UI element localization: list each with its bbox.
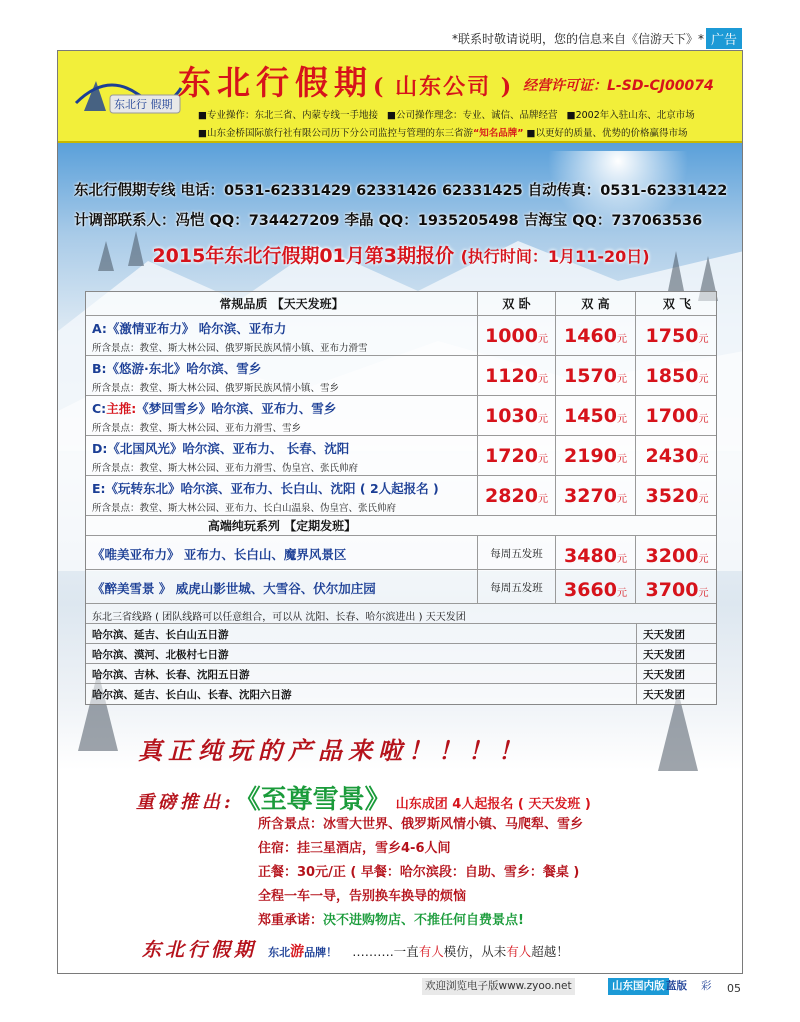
company-header bbox=[58, 51, 743, 143]
promo-promise bbox=[258, 909, 524, 928]
lines-intro-row bbox=[86, 604, 716, 624]
svg-text:东北行 假期: 东北行 假期 bbox=[114, 98, 173, 111]
lines-intro: 东北三省线路 ( 团队线路可以任意组合，可以从 沈阳、长春、哈尔滨进出 ) 天天发团 bbox=[92, 612, 466, 623]
package-name: D:《北国风光》哈尔滨、亚布力、 长春、沈阳 bbox=[92, 441, 350, 456]
promo-launch bbox=[136, 779, 591, 816]
footer-brand-tag: 东北游品牌！ bbox=[268, 944, 338, 960]
table-row bbox=[86, 436, 716, 476]
price-highspeed: 3270元 bbox=[564, 485, 627, 507]
line-name: 哈尔滨、漠河、北极村七日游 bbox=[92, 649, 229, 661]
table-header bbox=[86, 292, 716, 316]
header-line-2-suffix: ■以更好的质量、优势的价格赢得市场 bbox=[526, 128, 688, 139]
high-end-schedule: 每周五发班 bbox=[490, 548, 543, 560]
brand-subtitle: ( 山东公司 ) bbox=[373, 74, 514, 100]
table-row bbox=[86, 356, 716, 396]
ad-frame bbox=[57, 50, 743, 974]
header-sleeper: 双 卧 bbox=[478, 292, 556, 315]
price-sleeper: 2820元 bbox=[485, 485, 548, 507]
header-line-1 bbox=[198, 107, 695, 121]
table-row bbox=[86, 396, 716, 436]
edition-badge: 山东国内版 bbox=[608, 978, 669, 995]
promise-value: 决不进购物店、不推任何自费景点! bbox=[323, 913, 524, 928]
package-name: E:《玩转东北》哈尔滨、亚布力、长白山、沈阳 ( 2人起报名 ) bbox=[92, 481, 439, 496]
high-end-name: 《唯美亚布力》 亚布力、长白山、魔界风景区 bbox=[92, 547, 347, 562]
header-highspeed: 双 高 bbox=[556, 292, 636, 315]
price-flight: 3520元 bbox=[645, 485, 709, 507]
high-end-schedule: 每周五发班 bbox=[490, 582, 543, 594]
package-name: A:《激情亚布力》 哈尔滨、亚布力 bbox=[92, 321, 287, 336]
promo-spots: 所含景点：冰雪大世界、俄罗斯风情小镇、马爬犁、雪乡 bbox=[258, 817, 584, 832]
header-flight: 双 飞 bbox=[662, 297, 692, 311]
featured-label: 主推: bbox=[106, 401, 137, 416]
line-name: 哈尔滨、吉林、长春、沈阳五日游 bbox=[92, 669, 250, 681]
package-spots: 所含景点：教堂、斯大林公园、亚布力滑雪、雪乡 bbox=[92, 423, 302, 434]
header-item-3: ■2002年入驻山东、北京市场 bbox=[566, 110, 695, 121]
table-row bbox=[86, 536, 716, 570]
price-flight: 1850元 bbox=[645, 365, 709, 387]
bottom-bar bbox=[422, 978, 752, 995]
price-flight: 2430元 bbox=[645, 445, 709, 467]
promo-slogan: 真正纯玩的产品来啦！！！！ bbox=[138, 736, 528, 765]
table-row bbox=[86, 570, 716, 604]
promo-guide: 全程一车一导，告别换车换导的烦恼 bbox=[258, 889, 467, 904]
top-strip bbox=[0, 0, 800, 50]
price-sleeper: 1030元 bbox=[485, 405, 548, 427]
launch-note: 山东成团 4人起报名 ( 天天发班 ) bbox=[395, 797, 591, 812]
brand-title bbox=[178, 57, 513, 104]
package-name: B:《悠游·东北》哈尔滨、雪乡 bbox=[92, 361, 262, 376]
high-end-price-b: 3200元 bbox=[645, 545, 709, 567]
price-sleeper: 1120元 bbox=[485, 365, 548, 387]
table-row bbox=[86, 476, 716, 516]
brand-name: 东北行假期 bbox=[178, 63, 373, 102]
header-item-1: ■专业操作：东北三省、内蒙专线一手地接 bbox=[198, 110, 378, 121]
line-departure: 天天发团 bbox=[643, 689, 685, 701]
price-flight: 1700元 bbox=[645, 405, 709, 427]
table-row bbox=[86, 316, 716, 356]
table-row bbox=[86, 664, 716, 684]
line-departure: 天天发团 bbox=[643, 649, 685, 661]
header-package: 常规品质 【天天发班】 bbox=[86, 292, 478, 315]
contact-staff-line: 计调部联系人：冯恺 QQ：734427209 李晶 QQ：1935205498 吉海宝 QQ：737063536 bbox=[74, 213, 703, 229]
price-table bbox=[85, 291, 717, 705]
period-exec-time: (执行时间：1月11-20日) bbox=[460, 247, 650, 266]
price-highspeed: 2190元 bbox=[564, 445, 627, 467]
high-end-price-b: 3700元 bbox=[645, 579, 709, 601]
high-end-price-a: 3480元 bbox=[564, 545, 627, 567]
period-title bbox=[58, 241, 743, 268]
promo-stay: 住宿：挂三星酒店，雪乡4-6人间 bbox=[258, 841, 451, 856]
table-row bbox=[86, 684, 716, 704]
source-note: *联系时敬请说明，您的信息来自《信游天下》* bbox=[451, 32, 704, 46]
price-sleeper: 1000元 bbox=[485, 325, 548, 347]
blue-edition-label: 蓝版 bbox=[666, 980, 687, 992]
package-spots: 所含景点：教堂、斯大林公园、亚布力、长白山温泉、伪皇宫、张氏帅府 bbox=[92, 503, 397, 514]
promo-meal: 正餐：30元/正 ( 早餐：哈尔滨段：自助、雪乡：餐桌 ) bbox=[258, 865, 580, 880]
line-departure: 天天发团 bbox=[643, 669, 685, 681]
line-departure: 天天发团 bbox=[643, 629, 685, 641]
footer-brand bbox=[142, 935, 569, 962]
high-end-title: 高端纯玩系列 【定期发班】 bbox=[207, 519, 357, 533]
footer-slogan: ……….一直有人模仿，从未有人超越！ bbox=[352, 944, 569, 959]
header-item-2: ■公司操作理念：专业、诚信、品牌经营 bbox=[387, 110, 558, 121]
package-spots: 所含景点：教堂、斯大林公园、亚布力滑雪、伪皇宫、张氏帅府 bbox=[92, 463, 359, 474]
period-heading: 2015年东北行假期01月第3期报价 bbox=[152, 245, 454, 267]
ad-badge: 广告 bbox=[706, 28, 742, 49]
package-name: C:主推:《梦回雪乡》哈尔滨、亚布力、雪乡 bbox=[92, 401, 337, 416]
package-spots: 所含景点：教堂、斯大林公园、俄罗斯民族风情小镇、雪乡 bbox=[92, 383, 340, 394]
website-link[interactable]: 欢迎浏览电子版www.zyoo.net bbox=[422, 978, 575, 995]
footer-brand-name: 东北行假期 bbox=[142, 939, 258, 961]
promise-label: 郑重承诺： bbox=[258, 913, 324, 928]
table-row bbox=[86, 644, 716, 664]
price-flight: 1750元 bbox=[645, 325, 709, 347]
color-label: 彩 bbox=[701, 980, 712, 992]
company-logo-icon bbox=[66, 63, 186, 123]
price-highspeed: 1450元 bbox=[564, 405, 627, 427]
table-row bbox=[86, 624, 716, 644]
header-line-2 bbox=[198, 125, 688, 139]
price-sleeper: 1720元 bbox=[485, 445, 548, 467]
package-spots: 所含景点：教堂、斯大林公园、俄罗斯民族风情小镇、亚布力滑雪 bbox=[92, 343, 368, 354]
price-highspeed: 1570元 bbox=[564, 365, 627, 387]
page-number: 05 bbox=[727, 982, 741, 995]
contact-phone-line: 东北行假期专线 电话：0531-62331429 62331426 62331425 自动传真：0531-62331422 bbox=[74, 183, 728, 199]
launch-title: 《至尊雪景》 bbox=[234, 785, 391, 815]
launch-tag: 重磅推出: bbox=[136, 792, 235, 813]
license-number: 经营许可证：L-SD-CJ00074 bbox=[523, 78, 714, 94]
line-name: 哈尔滨、延吉、长白山、长春、沈阳六日游 bbox=[92, 689, 292, 701]
line-name: 哈尔滨、延吉、长白山五日游 bbox=[92, 629, 229, 641]
high-end-name: 《醉美雪景 》 威虎山影世城、大雪谷、伏尔加庄园 bbox=[92, 581, 376, 596]
famous-brand-label: “知名品牌” bbox=[472, 128, 524, 139]
high-end-section-header bbox=[86, 516, 716, 536]
high-end-price-a: 3660元 bbox=[564, 579, 627, 601]
header-line-2-prefix: ■山东金桥国际旅行社有限公司历下分公司监控与管理的东三省游 bbox=[198, 128, 473, 139]
price-highspeed: 1460元 bbox=[564, 325, 627, 347]
